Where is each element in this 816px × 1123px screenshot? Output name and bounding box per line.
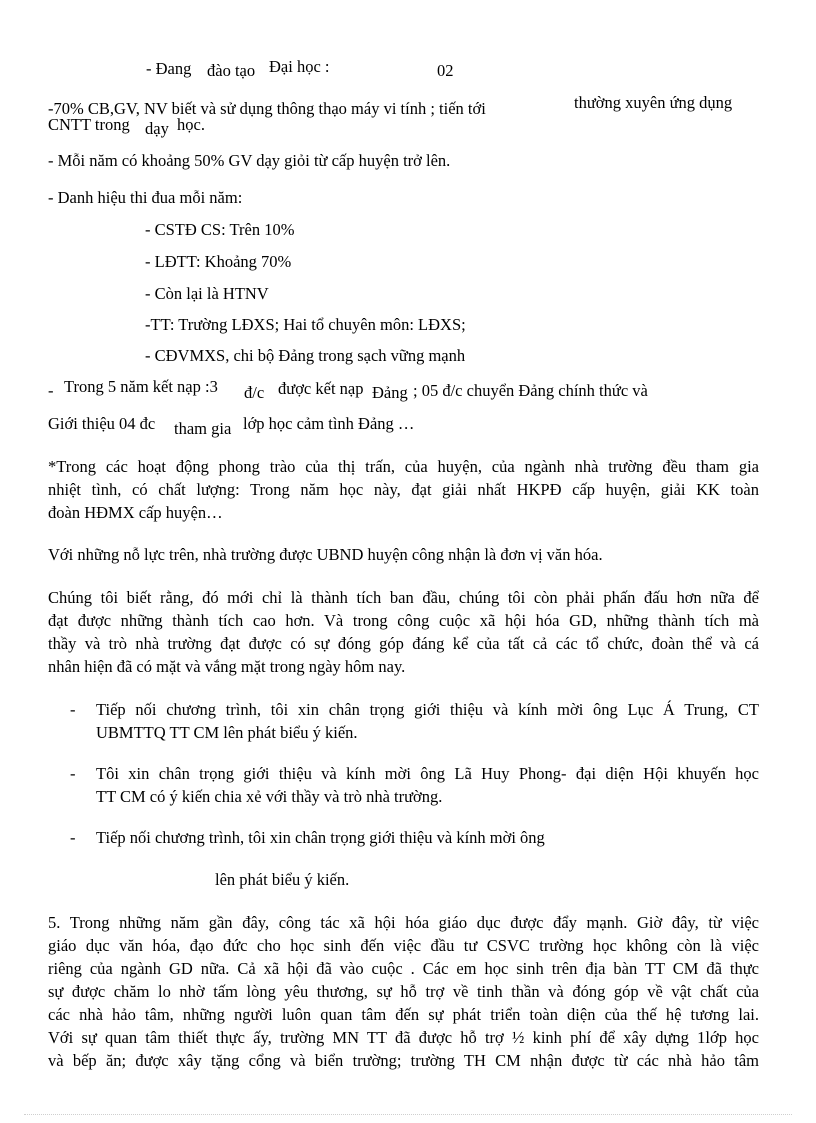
line-11-dash: - — [48, 381, 54, 400]
line-12-gioi-thieu: Giới thiệu 04 đc — [48, 414, 156, 433]
line-1-dao-tao: đào tạo — [207, 61, 256, 80]
line-1-dai-hoc: Đại học : — [269, 57, 330, 76]
bullet-text: Tôi xin chân trọng giới thiệu và kính mời ông Lã Huy Phong- đại diện Hội khuyến học — [96, 764, 759, 783]
line-12-lop-hoc: lớp học cảm tình Đảng … — [243, 414, 415, 433]
paragraph-line: nhân hiện đã có mặt và vắng mặt trong ngày hôm nay. — [48, 657, 406, 676]
paragraph-line: và bếp ăn; được xây tặng cổng và biển trường; trường TH CM nhận được từ các nhà hảo tâm — [48, 1051, 759, 1070]
line-11-ket-nap: được kết nạp — [278, 379, 364, 398]
line-11-dang: Đảng — [372, 383, 408, 402]
line-3-hoc: học. — [177, 115, 205, 134]
line-1-dash-dang: - Đang — [146, 59, 192, 78]
bullet-dash: - — [70, 764, 76, 783]
bullet-text: lên phát biểu ý kiến. — [215, 870, 350, 889]
line-11-part-a: Trong 5 năm kết nạp :3 — [64, 377, 218, 396]
paragraph-line: đạt được những thành tích cao hơn. Và trong công cuộc xã hội hóa GD, những thành tích mà — [48, 611, 759, 630]
line-2-text-raised: thường xuyên ứng dụng — [574, 93, 733, 112]
bullet-text: UBMTTQ TT CM lên phát biểu ý kiến. — [96, 723, 358, 742]
line-5-heading: - Danh hiệu thi đua mỗi năm: — [48, 188, 243, 207]
paragraph-line: *Trong các hoạt động phong trào của thị trấn, của huyện, của ngành nhà trường đều tham gia — [48, 457, 759, 476]
bullet-text: TT CM có ý kiến chia xẻ với thầy và trò nhà trường. — [96, 787, 443, 806]
paragraph-recognition: Với những nỗ lực trên, nhà trường được UBND huyện công nhận là đơn vị văn hóa. — [48, 545, 603, 564]
paragraph-line: Chúng tôi biết rằng, đó mới chỉ là thành tích ban đầu, chúng tôi còn phải phấn đấu hơn nữa để — [48, 588, 759, 607]
paragraph-line: đoàn HĐMX cấp huyện… — [48, 503, 223, 522]
line-4-text: - Mỗi năm có khoảng 50% GV dạy giỏi từ cấp huyện trở lên. — [48, 151, 451, 170]
line-12-tham-gia: tham gia — [174, 419, 232, 438]
bullet-dash: - — [70, 828, 76, 847]
list-item-tt: -TT: Trường LĐXS; Hai tổ chuyên môn: LĐXS; — [145, 315, 466, 334]
line-2-text: -70% CB,GV, NV biết và sử dụng thông thạo máy vi tính ; tiến tới — [48, 99, 486, 118]
bullet-dash: - — [70, 700, 76, 719]
paragraph-line: giáo dục văn hóa, đạo đức cho học sinh đến việc đầu tư CSVC trường học không còn là việc — [48, 936, 759, 955]
line-3-day: dạy — [145, 119, 169, 138]
paragraph-line: thầy và trò nhà trường đạt được có sự đóng góp đáng kể của tất cả các tổ chức, đoàn thể và cá — [48, 634, 759, 653]
line-3-cntt: CNTT trong — [48, 115, 130, 134]
bullet-text: Tiếp nối chương trình, tôi xin chân trọng giới thiệu và kính mời ông Lục Á Trung, CT — [96, 700, 759, 719]
paragraph-line: sự được chăm lo nhờ tấm lòng yêu thương, sự hỗ trợ về tinh thần và đóng góp về vật chất của — [48, 982, 759, 1001]
page-bottom-rule — [24, 1114, 792, 1115]
paragraph-line: 5. Trong những năm gần đây, công tác xã hội hóa giáo dục được đẩy mạnh. Giờ đây, từ việc — [48, 913, 759, 932]
list-item-htnv: - Còn lại là HTNV — [145, 284, 269, 303]
paragraph-line: các nhà hảo tâm, những người luôn quan tâm đến sự phát triển toàn diện của thế hệ tương lai. — [48, 1005, 759, 1024]
line-11-part-b: ; 05 đ/c chuyển Đảng chính thức và — [413, 381, 648, 400]
line-11-dc: đ/c — [244, 383, 265, 402]
list-item-cstd: - CSTĐ CS: Trên 10% — [145, 220, 295, 239]
list-item-ldtt: - LĐTT: Khoảng 70% — [145, 252, 292, 271]
line-1-count: 02 — [437, 61, 454, 80]
bullet-text: Tiếp nối chương trình, tôi xin chân trọng giới thiệu và kính mời ông — [96, 828, 545, 847]
paragraph-line: nhiệt tình, có chất lượng: Trong năm học này, đạt giải nhất HKPĐ cấp huyện, giải KK toàn — [48, 480, 759, 499]
paragraph-line: Với sự quan tâm thiết thực ấy, trường MN TT đã được hỗ trợ ½ kinh phí để xây dựng 1lớp học — [48, 1028, 759, 1047]
list-item-cdvmxs: - CĐVMXS, chi bộ Đảng trong sạch vững mạnh — [145, 346, 466, 365]
paragraph-line: riêng của ngành GD nữa. Cả xã hội đã vào cuộc . Các em học sinh trên địa bàn TT CM đã thực — [48, 959, 759, 978]
